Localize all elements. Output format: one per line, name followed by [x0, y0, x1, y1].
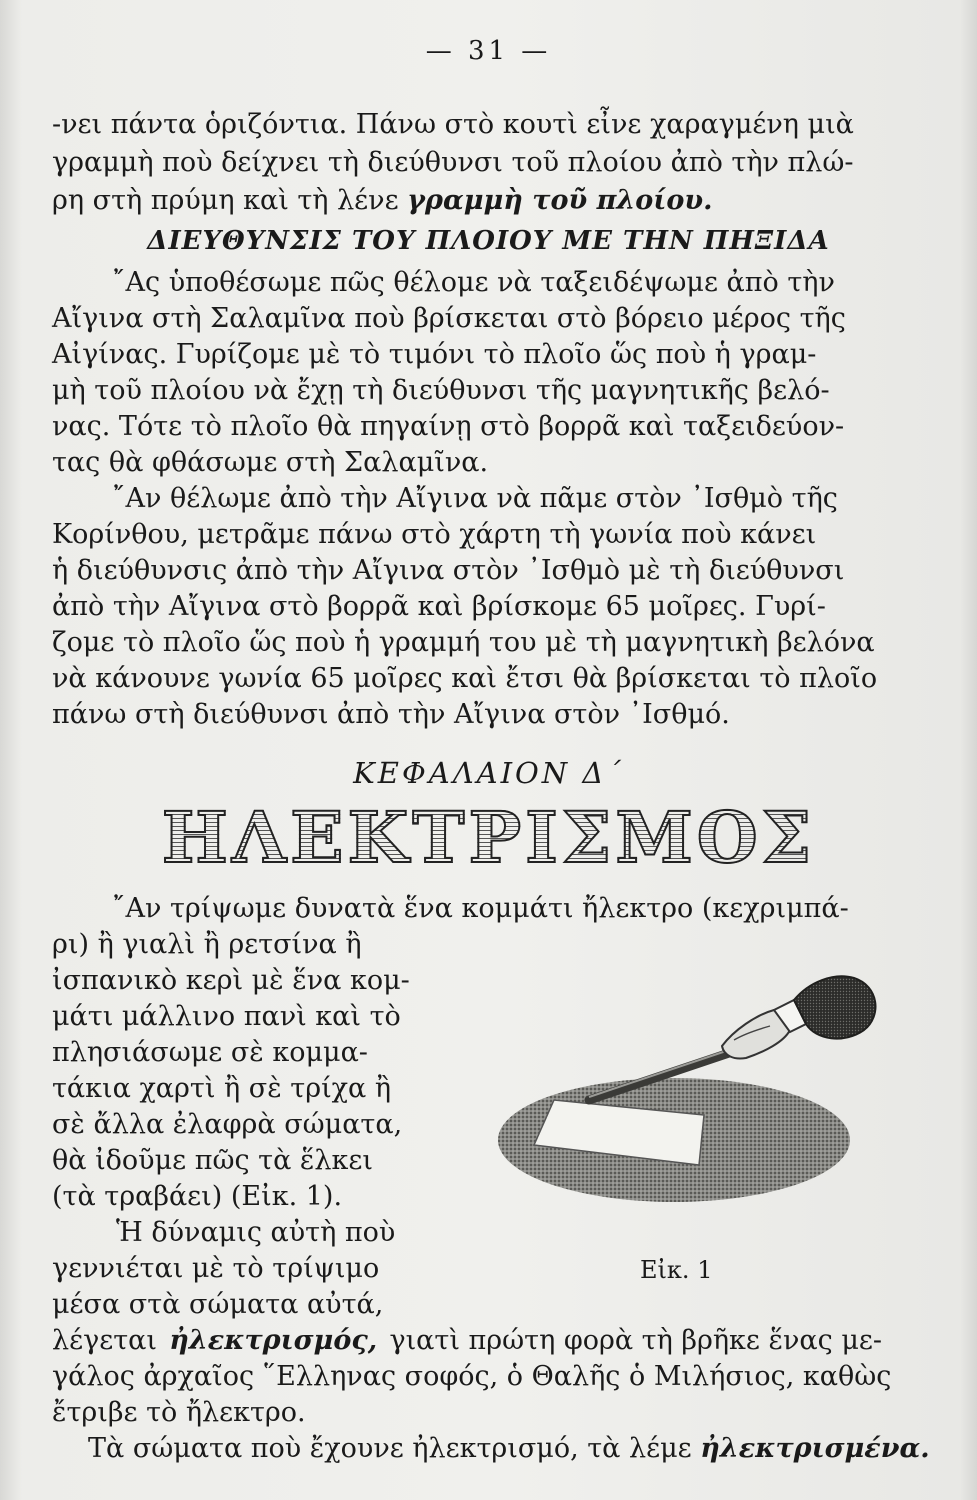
- text-run: Τὰ σώματα ποὺ ἔχουνε ἠλεκτρισμό, τὰ λέμε: [88, 1433, 692, 1464]
- figure-caption: Εἰκ. 1: [640, 1256, 713, 1284]
- text-line: τας θὰ φθάσωμε στὴ Σαλαμῖνα.: [52, 447, 489, 478]
- text-line: νας. Τότε τὸ πλοῖο θὰ πηγαίνῃ στὸ βορρᾶ καὶ ταξειδεύον-: [52, 411, 845, 442]
- page-number: — 31 —: [425, 36, 552, 66]
- text-run: λέγεται: [52, 1325, 157, 1356]
- text-line: ἔτριβε τὸ ἤλεκτρο.: [52, 1397, 306, 1428]
- text-line: μάτι μάλλινο πανὶ καὶ τὸ: [52, 1001, 401, 1032]
- text-line: [52, 1324, 882, 1358]
- text-line: τάκια χαρτὶ ἢ σὲ τρίχα ἢ: [52, 1073, 392, 1104]
- text-line: -νει πάντα ὁριζόντια. Πάνω στὸ κουτὶ εἶνε χαραγμένη μιὰ: [52, 109, 854, 140]
- text-line: γραμμὴ ποὺ δείχνει τὴ διεύθυνσι τοῦ πλοίου ἀπὸ τὴν πλώ-: [52, 147, 854, 178]
- text-run: γιατὶ πρώτη φορὰ τὴ βρῆκε ἕνας με-: [389, 1325, 882, 1356]
- emphasis-term: ἠλεκτρισμένα.: [700, 1433, 930, 1464]
- text-line: ρι) ἢ γιαλὶ ἢ ρετσίνα ἢ: [52, 929, 362, 960]
- text-line: πλησιάσωμε σὲ κομμα-: [52, 1037, 368, 1068]
- text-line: γάλος ἀρχαῖος ῞Ελληνας σοφός, ὁ Θαλῆς ὁ Μιλήσιος, καθὼς: [52, 1361, 892, 1392]
- text-line: πάνω στὴ διεύθυνσι ἀπὸ τὴν Αἴγινα στὸν ᾿Ισθμό.: [52, 699, 730, 730]
- text-line: ζομε τὸ πλοῖο ὥς ποὺ ἡ γραμμή του μὲ τὴ μαγνητικὴ βελόνα: [52, 627, 875, 658]
- text-line: ῎Αν τρίψωμε δυνατὰ ἕνα κομμάτι ἤλεκτρο (κεχριμπά-: [112, 893, 849, 924]
- text-line: [52, 184, 882, 218]
- text-line: [52, 1432, 930, 1466]
- emphasis-term: γραμμὴ τοῦ πλοίου.: [407, 185, 713, 216]
- text-line: μέσα στὰ σώματα αὐτά,: [52, 1289, 384, 1320]
- text-line: νὰ κάνουνε γωνία 65 μοῖρες καὶ ἔτσι θὰ βρίσκεται τὸ πλοῖο: [52, 663, 878, 694]
- text-line: ῎Αν θέλωμε ἀπὸ τὴν Αἴγινα νὰ πᾶμε στὸν ᾿Ισθμὸ τῆς: [112, 483, 838, 514]
- text-line: ἰσπανικὸ κερὶ μὲ ἕνα κομ-: [52, 965, 410, 996]
- text-line: (τὰ τραβάει) (Εἰκ. 1).: [52, 1181, 343, 1212]
- text-line: γεννιέται μὲ τὸ τρίψιμο: [52, 1253, 380, 1284]
- section-heading: ΔΙΕΥΘΥΝΣΙΣ ΤΟΥ ΠΛΟΙΟΥ ΜΕ ΤΗΝ ΠΗΞΙΔΑ: [147, 226, 830, 256]
- text-line: Κορίνθου, μετρᾶμε πάνω στὸ χάρτη τὴ γωνία ποὺ κάνει: [52, 519, 817, 550]
- text-line: Ἡ δύναμις αὐτὴ ποὺ: [116, 1217, 396, 1248]
- emphasis-term: ἠλεκτρισμός,: [169, 1325, 378, 1356]
- text-line: σὲ ἄλλα ἐλαφρὰ σώματα,: [52, 1109, 403, 1140]
- text-line: μὴ τοῦ πλοίου νὰ ἔχῃ τὴ διεύθυνσι τῆς μαγνητικῆς βελό-: [52, 375, 830, 406]
- text-line: ἀπὸ τὴν Αἴγινα στὸ βορρᾶ καὶ βρίσκομε 65 μοῖρες. Γυρί-: [52, 591, 826, 622]
- sleeve: [794, 976, 875, 1038]
- text-line: ῎Ας ὑποθέσωμε πῶς θέλομε νὰ ταξειδέψωμε ἀπὸ τὴν: [112, 267, 835, 298]
- text-run: ρη στὴ πρύμη καὶ τὴ λένε: [52, 185, 399, 216]
- text-line: Αἰγίνας. Γυρίζομε μὲ τὸ τιμόνι τὸ πλοῖο ὥς ποὺ ἡ γραμ-: [52, 339, 817, 370]
- amber-rod-illustration: [494, 960, 894, 1210]
- text-line: θὰ ἰδοῦμε πῶς τὰ ἕλκει: [52, 1145, 373, 1176]
- chapter-label: ΚΕΦΑΛΑΙΟΝ Δ΄: [353, 756, 624, 790]
- text-line: ἡ διεύθυνσις ἀπὸ τὴν Αἴγινα στὸν ᾿Ισθμὸ μὲ τὴ διεύθυνσι: [52, 555, 845, 586]
- text-line: Αἴγινα στὴ Σαλαμῖνα ποὺ βρίσκεται στὸ βόρειο μέρος τῆς: [52, 303, 846, 334]
- chapter-title: ΗΛΕΚΤΡΙΣΜΟΣ: [0, 796, 977, 879]
